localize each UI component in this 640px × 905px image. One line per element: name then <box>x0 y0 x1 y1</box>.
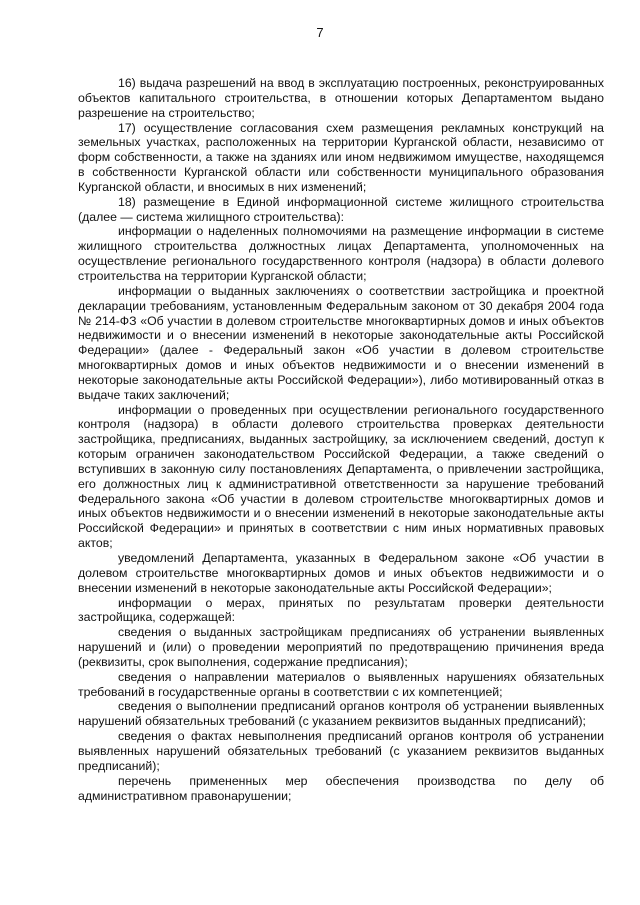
document-body <box>78 76 604 803</box>
paragraph-measures-info: информации о мерах, принятых по результатам проверки деятельности застройщика, содержащей: <box>78 595 604 625</box>
paragraph-conclusions-info: информации о выданных заключениях о соответствии застройщика и проектной декларации требованиям, установленным Федеральным законом от 30 декабря 2004 года № 214-ФЗ «Об участии в долевом строительстве многоквартирных домов и иных объектов недвижимости и о внесении изменений в некоторые законодательные акты Российской Федерации» (далее - Федеральный закон «Об участии в долевом строительстве многоквартирных домов и иных объектов недвижимости и о внесении изменений в некоторые законодательные акты Российской Федерации»), либо мотивированный отказ в выдаче таких заключений; <box>78 283 604 402</box>
paragraph-prescriptions-issued: сведения о выданных застройщикам предписаниях об устранении выявленных нарушений и (или) о проведении мероприятий по предотвращению причинения вреда (реквизиты, срок выполнения, содержание предписания); <box>78 625 604 669</box>
paragraph-item-18: 18) размещение в Единой информационной системе жилищного строительства (далее — система жилищного строительства): <box>78 194 604 224</box>
paragraph-officials-info: информации о наделенных полномочиями на размещение информации в системе жилищного строительства должностных лицах Департамента, уполномоченных на осуществление регионального государственного контроля (надзора) в области долевого строительства на территории Курганской области; <box>78 224 604 283</box>
paragraph-inspections-info: информации о проведенных при осуществлении регионального государственного контроля (надзора) в области долевого строительства проверках деятельности застройщика, предписаниях, выданных застройщику, за исключением сведений, доступ к которым ограничен законодательством Российской Федерации, а также сведений о вступивших в законную силу постановлениях Департамента, о привлечении застройщика, его должностных лиц к административной ответственности за нарушение требований Федерального закона «Об участии в долевом строительстве многоквартирных домов и иных объектов недвижимости и о внесении изменений в некоторые законодательные акты Российской Федерации» и принятых в соответствии с ним иных нормативных правовых актов; <box>78 402 604 551</box>
paragraph-materials-sent: сведения о направлении материалов о выявленных нарушениях обязательных требований в государственные органы в соответствии с их компетенцией; <box>78 669 604 699</box>
paragraph-prescriptions-unfulfilled: сведения о фактах невыполнения предписаний органов контроля об устранении выявленных нарушений обязательных требований (с указанием реквизитов выданных предписаний); <box>78 729 604 773</box>
paragraph-notifications: уведомлений Департамента, указанных в Федеральном законе «Об участии в долевом строительстве многоквартирных домов и иных объектов недвижимости и о внесении изменений в некоторые законодательные акты Российской Федерации»; <box>78 551 604 595</box>
paragraph-prescriptions-fulfilled: сведения о выполнении предписаний органов контроля об устранении выявленных нарушений обязательных требований (с указанием реквизитов выданных предписаний); <box>78 699 604 729</box>
paragraph-item-16: 16) выдача разрешений на ввод в эксплуатацию построенных, реконструированных объектов капитального строительства, в отношении которых Департаментом выдано разрешение на строительство; <box>78 76 604 120</box>
paragraph-item-17: 17) осуществление согласования схем размещения рекламных конструкций на земельных участках, расположенных на территории Курганской области, независимо от форм собственности, а также на зданиях или ином недвижимом имуществе, находящемся в собственности Курганской области или собственности муниципального образования Курганской области, и вносимых в них изменений; <box>78 120 604 194</box>
paragraph-enforcement-measures: перечень примененных мер обеспечения производства по делу об административном правонарушении; <box>78 773 604 803</box>
page-number: 7 <box>316 25 324 40</box>
